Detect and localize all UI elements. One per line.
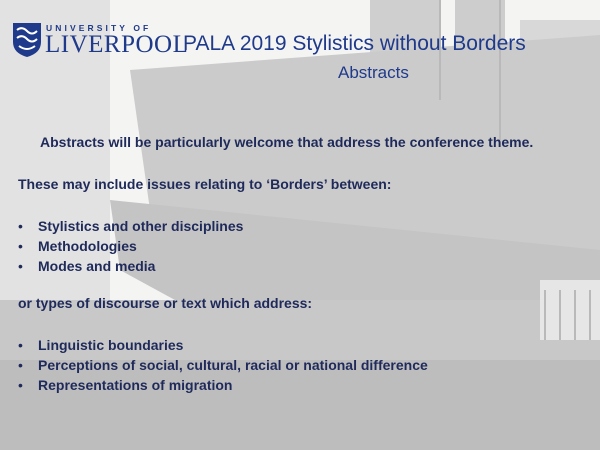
list-item: • Perceptions of social, cultural, racial or national difference (18, 357, 428, 373)
slide-title: PALA 2019 Stylistics without Borders (183, 32, 526, 55)
list-item: • Representations of migration (18, 377, 233, 393)
list-item: • Methodologies (18, 238, 137, 254)
intro-text: Abstracts will be particularly welcome that address the conference theme. (40, 134, 534, 150)
university-logo (12, 22, 189, 62)
logo-university-of: UNIVERSITY OF (46, 23, 152, 33)
slide-subtitle: Abstracts (338, 63, 409, 82)
bullet-icon: • (18, 337, 23, 353)
list-item: • Stylistics and other disciplines (18, 218, 244, 234)
discourse-list (18, 335, 428, 395)
bullet-icon: • (18, 258, 23, 274)
bullet-icon: • (18, 238, 23, 254)
crest-icon (12, 22, 42, 58)
list-item: • Modes and media (18, 258, 156, 274)
borders-list (18, 216, 243, 276)
logo-liverpool: LIVERPOOL (45, 31, 189, 58)
bullet-icon: • (18, 377, 23, 393)
borders-paragraph: These may include issues relating to ‘Borders’ between: (18, 176, 392, 192)
bullet-icon: • (18, 357, 23, 373)
list-item: • Linguistic boundaries (18, 337, 184, 353)
discourse-paragraph: or types of discourse or text which address: (18, 295, 313, 311)
bullet-icon: • (18, 218, 23, 234)
